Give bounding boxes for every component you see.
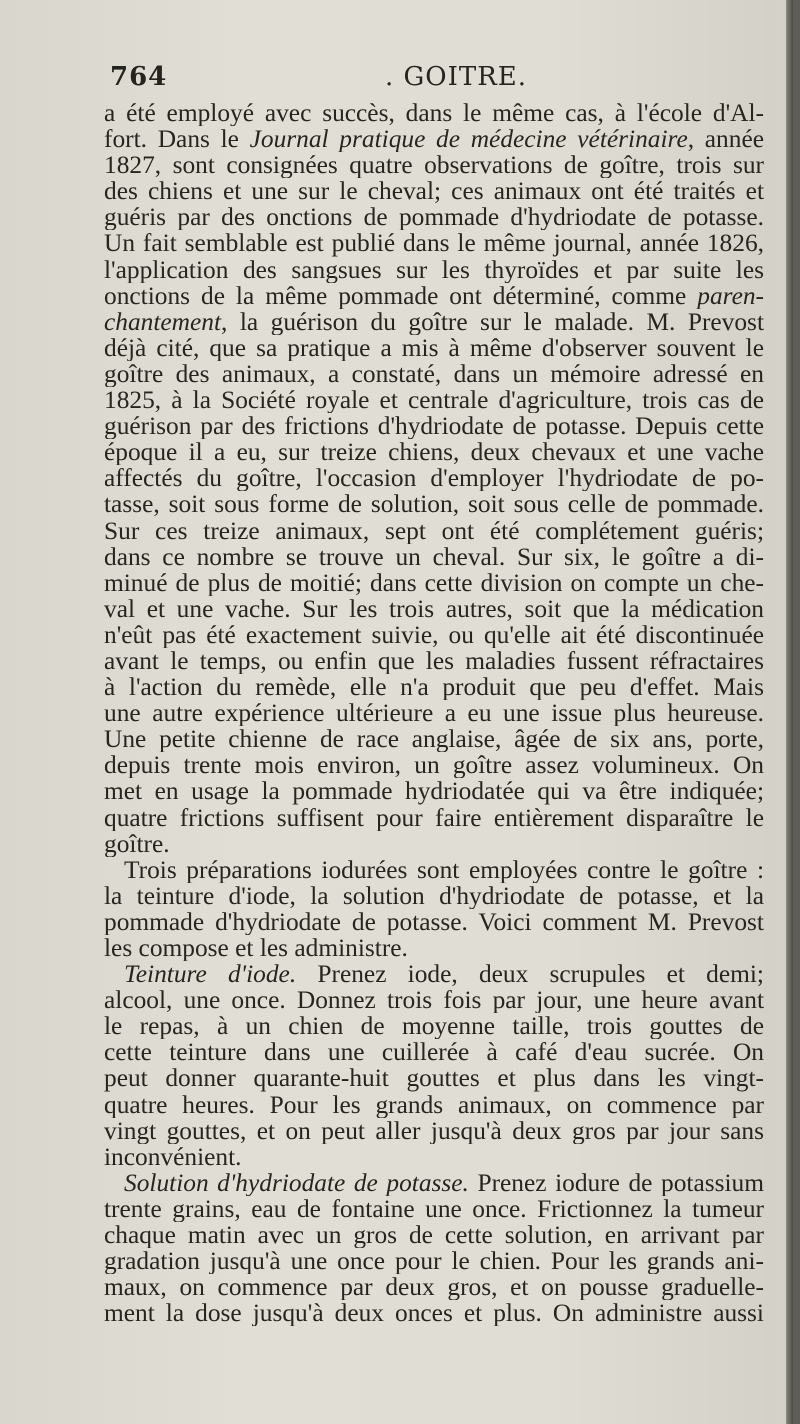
text-line: des chiens et une sur le cheval; ces animaux ont été traités et	[104, 178, 764, 205]
text-line: val et une vache. Sur les trois autres, soit que la médication	[104, 595, 764, 622]
text-line: dans ce nombre se trouve un cheval. Sur six, le goître a di-	[104, 543, 764, 570]
text-line: chantement, la guérison du goître sur le malade. M. Prevost	[104, 308, 764, 335]
text-line: n'eût pas été exactement suivie, ou qu'elle ait été discontinuée	[104, 621, 764, 648]
text-line: guérison par des frictions d'hydriodate de potasse. Depuis cette	[104, 413, 764, 440]
text-line: Teinture d'iode. Prenez iode, deux scrupules et demi;	[124, 961, 764, 988]
page-number: 764	[110, 62, 168, 92]
text-line: Trois préparations iodurées sont employées contre le goître :	[124, 856, 764, 883]
text-line: à l'action du remède, elle n'a produit que peu d'effet. Mais	[104, 674, 764, 701]
text-line: onctions de la même pommade ont déterminé, comme paren-	[104, 282, 764, 309]
text-line: Sur ces treize animaux, sept ont été complétement guéris;	[104, 517, 764, 544]
italic-word: paren-	[697, 282, 764, 309]
text-line: 1827, sont consignées quatre observations de goître, trois sur	[104, 152, 764, 179]
paragraph-1	[104, 100, 764, 857]
text-line: cette teinture dans une cuillerée à café d'eau sucrée. On	[104, 1039, 764, 1066]
page-body	[104, 100, 764, 1326]
text-line: ment la dose jusqu'à deux onces et plus. On administre aussi	[104, 1300, 764, 1327]
text-line: a été employé avec succès, dans le même cas, à l'école d'Al-	[104, 100, 764, 127]
text-line: chaque matin avec un gros de cette solution, en arrivant par	[104, 1222, 764, 1249]
text-line: Solution d'hydriodate de potasse. Prenez iodure de potassium	[124, 1169, 764, 1196]
text-line: avant le temps, ou enfin que les maladies fussent réfractaires	[104, 647, 764, 675]
text-line: alcool, une once. Donnez trois fois par jour, une heure avant	[104, 987, 764, 1014]
italic-journal-title: Journal pratique de médecine vétérinaire	[249, 126, 688, 153]
text-line: maux, on commence par deux gros, et on pousse graduelle-	[104, 1274, 764, 1301]
text-line: quatre frictions suffisent pour faire entièrement disparaître le	[104, 804, 764, 831]
italic-word: chantement	[104, 308, 222, 335]
text-line: la teinture d'iode, la solution d'hydriodate de potasse, et la	[104, 882, 764, 909]
text-line: peut donner quarante-huit gouttes et plus dans les vingt-	[104, 1065, 764, 1092]
text-line: goître des animaux, a constaté, dans un mémoire adressé en	[104, 360, 764, 388]
text-line: déjà cité, que sa pratique a mis à même d'observer souvent le	[104, 334, 764, 361]
text-line: le repas, à un chien de moyenne taille, trois gouttes de	[104, 1013, 764, 1040]
text-line: une autre expérience ultérieure a eu une issue plus heureuse.	[104, 700, 764, 727]
text-line: gradation jusqu'à une once pour le chien. Pour les grands ani-	[104, 1248, 764, 1275]
paragraph-solution-hydriodate	[104, 1170, 764, 1327]
text-line: fort. Dans le Journal pratique de médecine vétérinaire, année	[104, 126, 764, 153]
text-line: pommade d'hydriodate de potasse. Voici comment M. Prevost	[104, 908, 764, 935]
text-line: l'application des sangsues sur les thyroïdes et par suite les	[104, 256, 764, 283]
text-line: inconvénient.	[104, 1143, 242, 1170]
text-line: depuis trente mois environ, un goître assez volumineux. On	[104, 752, 764, 779]
section-title: Solution d'hydriodate de potasse.	[124, 1169, 469, 1196]
paragraph-2	[104, 857, 764, 961]
text-line: tasse, soit sous forme de solution, soit sous celle de pommade.	[104, 491, 764, 518]
text-line: Un fait semblable est publié dans le même journal, année 1826,	[104, 230, 764, 257]
text-line: vingt gouttes, et on peut aller jusqu'à deux gros par jour sans	[104, 1117, 764, 1144]
text-line: Une petite chienne de race anglaise, âgée de six ans, porte,	[104, 726, 764, 753]
text-line: goître.	[104, 830, 170, 857]
page-edge-shadow	[786, 0, 793, 1424]
running-title: . GOITRE.	[385, 62, 528, 92]
text-line: affectés du goître, l'occasion d'employer l'hydriodate de po-	[104, 465, 764, 492]
text-line: époque il a eu, sur treize chiens, deux chevaux et une vache	[104, 439, 764, 466]
section-title: Teinture d'iode.	[124, 961, 297, 988]
paragraph-teinture-iode	[104, 961, 764, 1170]
text-line: trente grains, eau de fontaine une once. Frictionnez la tumeur	[104, 1195, 764, 1223]
page-header	[110, 60, 750, 96]
text-line: 1825, à la Société royale et centrale d'agriculture, trois cas de	[104, 387, 764, 414]
text-line: minué de plus de moitié; dans cette division on compte un che-	[104, 569, 764, 596]
text-line: les compose et les administre.	[104, 935, 408, 962]
text-line: quatre heures. Pour les grands animaux, on commence par	[104, 1091, 764, 1118]
text-line: met en usage la pommade hydriodatée qui va être indiquée;	[104, 778, 764, 805]
text-line: guéris par des onctions de pommade d'hydriodate de potasse.	[104, 204, 764, 231]
